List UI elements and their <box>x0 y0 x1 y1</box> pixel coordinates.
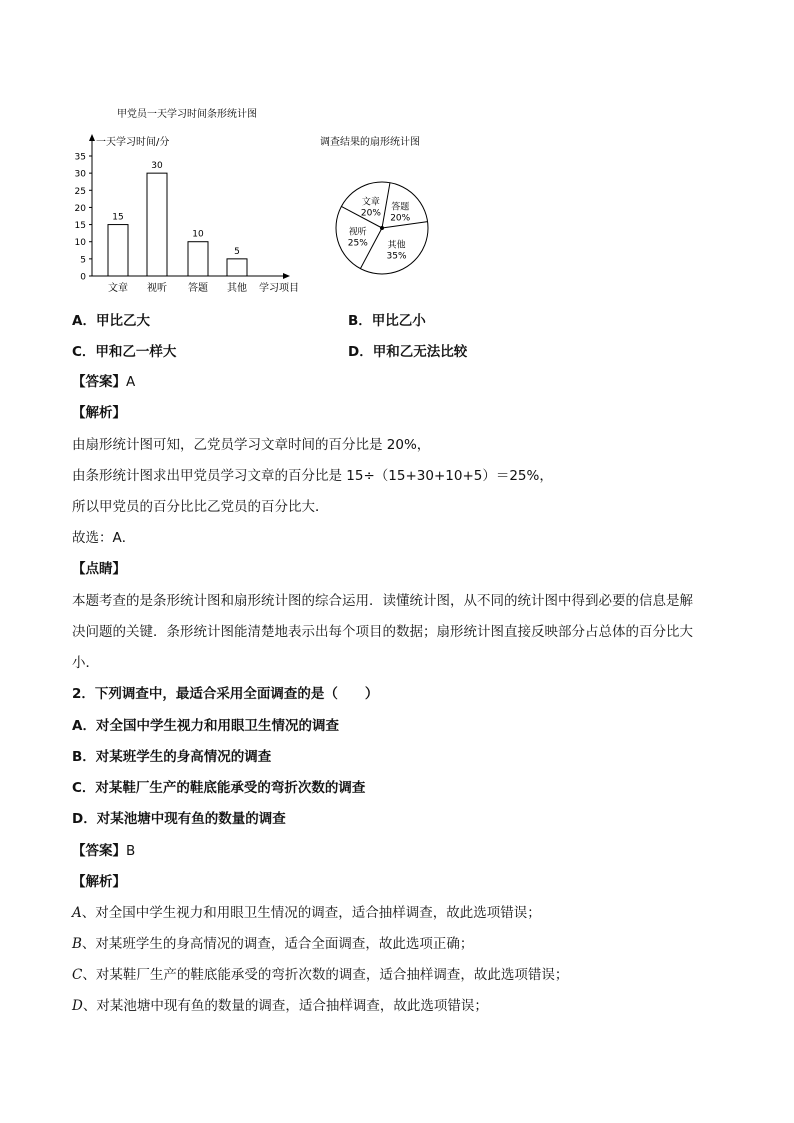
bar-chart-xlabel: 学习项目 <box>259 283 299 294</box>
y-tick-label: 25 <box>74 186 86 197</box>
pie-slice-percent: 25% <box>347 238 368 249</box>
q2-option-b: B．对某班学生的身高情况的调查 <box>72 749 272 765</box>
option-letter: D <box>72 998 83 1014</box>
bar-data-label: 5 <box>234 246 240 257</box>
bar-data-label: 30 <box>151 161 163 172</box>
x-category-label: 视听 <box>147 283 167 294</box>
analysis-text: 、对某池塘中现有鱼的数量的调查，适合抽样调查，故此选项错误； <box>82 998 488 1014</box>
pie-slice-label: 其他 <box>387 240 406 251</box>
q1-analysis-line: 故选：A． <box>72 530 136 546</box>
q2-analysis-line <box>72 934 473 954</box>
answer-value: B <box>126 843 136 859</box>
analysis-text: 、对某鞋厂生产的鞋底能承受的弯折次数的调查，适合抽样调查，故此选项错误； <box>82 967 569 983</box>
pie-slice-label: 视听 <box>348 227 367 238</box>
bar-chart-ylabel: 一天学习时间/分 <box>96 137 170 148</box>
q1-option-c: C．甲和乙一样大 <box>72 344 177 360</box>
q1-analysis-label: 【解析】 <box>72 405 126 421</box>
q2-option-a: A．对全国中学生视力和用眼卫生情况的调查 <box>72 718 339 734</box>
pie-slice-percent: 20% <box>360 208 381 219</box>
q1-answer <box>72 372 135 392</box>
q2-analysis-line <box>72 903 541 923</box>
q1-option-d: D．甲和乙无法比较 <box>348 344 468 360</box>
q1-comment-label: 【点睛】 <box>72 561 126 577</box>
bar <box>227 259 247 276</box>
y-tick-label: 10 <box>74 238 86 249</box>
q1-analysis-line: 由条形统计图求出甲党员学习文章的百分比是 15÷（15+30+10+5）＝25%， <box>72 468 553 484</box>
y-tick-label: 5 <box>80 255 86 266</box>
bar-data-label: 15 <box>112 212 124 223</box>
q1-comment-line: 决问题的关键．条形统计图能清楚地表示出每个项目的数据；扇形统计图直接反映部分占总体的百分比大 <box>72 624 693 640</box>
q2-analysis-line <box>72 965 568 985</box>
y-tick-label: 20 <box>74 203 86 214</box>
bar-chart-title: 甲党员一天学习时间条形统计图 <box>117 109 257 120</box>
y-axis-arrow <box>89 134 95 141</box>
bar <box>108 225 128 276</box>
x-category-label: 其他 <box>227 283 247 294</box>
q2-stem: 2．下列调查中，最适合采用全面调查的是（ ） <box>72 686 379 702</box>
q1-option-a: A．甲比乙大 <box>72 313 150 329</box>
option-letter: C <box>72 967 83 983</box>
bar <box>188 242 208 276</box>
bar-data-label: 10 <box>192 229 204 240</box>
pie-slice-percent: 35% <box>386 251 407 262</box>
q2-option-c: C．对某鞋厂生产的鞋底能承受的弯折次数的调查 <box>72 780 366 796</box>
pie-chart-title: 调查结果的扇形统计图 <box>320 137 420 148</box>
y-tick-label: 35 <box>74 152 86 163</box>
q1-analysis-line: 由扇形统计图可知，乙党员学习文章时间的百分比是 20%， <box>72 437 431 453</box>
y-tick-label: 15 <box>74 221 86 232</box>
bar <box>147 173 167 276</box>
x-axis-arrow <box>283 273 290 279</box>
y-tick-label: 30 <box>74 169 86 180</box>
q2-analysis-label: 【解析】 <box>72 874 126 890</box>
q1-option-b: B．甲比乙小 <box>348 313 426 329</box>
x-category-label: 答题 <box>188 283 208 294</box>
pie-slice-label: 文章 <box>361 197 380 208</box>
analysis-text: 、对全国中学生视力和用眼卫生情况的调查，适合抽样调查，故此选项错误； <box>81 905 541 921</box>
q1-analysis-line: 所以甲党员的百分比比乙党员的百分比大． <box>72 499 329 515</box>
pie-slice-label: 答题 <box>391 202 410 213</box>
bar-chart <box>62 103 312 298</box>
option-letter: B <box>72 936 82 952</box>
pie-chart <box>310 130 450 280</box>
q2-answer <box>72 841 135 861</box>
pie-center-dot <box>380 226 384 230</box>
y-tick-label: 0 <box>80 272 86 283</box>
answer-value: A <box>126 374 136 390</box>
analysis-text: 、对某班学生的身高情况的调查，适合全面调查，故此选项正确； <box>81 936 474 952</box>
answer-label: 【答案】 <box>72 843 126 859</box>
x-category-label: 文章 <box>108 283 128 294</box>
option-letter: A <box>72 905 82 921</box>
answer-label: 【答案】 <box>72 374 126 390</box>
pie-slice-percent: 20% <box>390 213 411 224</box>
q2-option-d: D．对某池塘中现有鱼的数量的调查 <box>72 811 286 827</box>
q2-analysis-line <box>72 996 488 1016</box>
q1-comment-line: 小． <box>72 655 99 671</box>
q1-comment-line: 本题考查的是条形统计图和扇形统计图的综合运用．读懂统计图，从不同的统计图中得到必要的信息是解 <box>72 593 693 609</box>
